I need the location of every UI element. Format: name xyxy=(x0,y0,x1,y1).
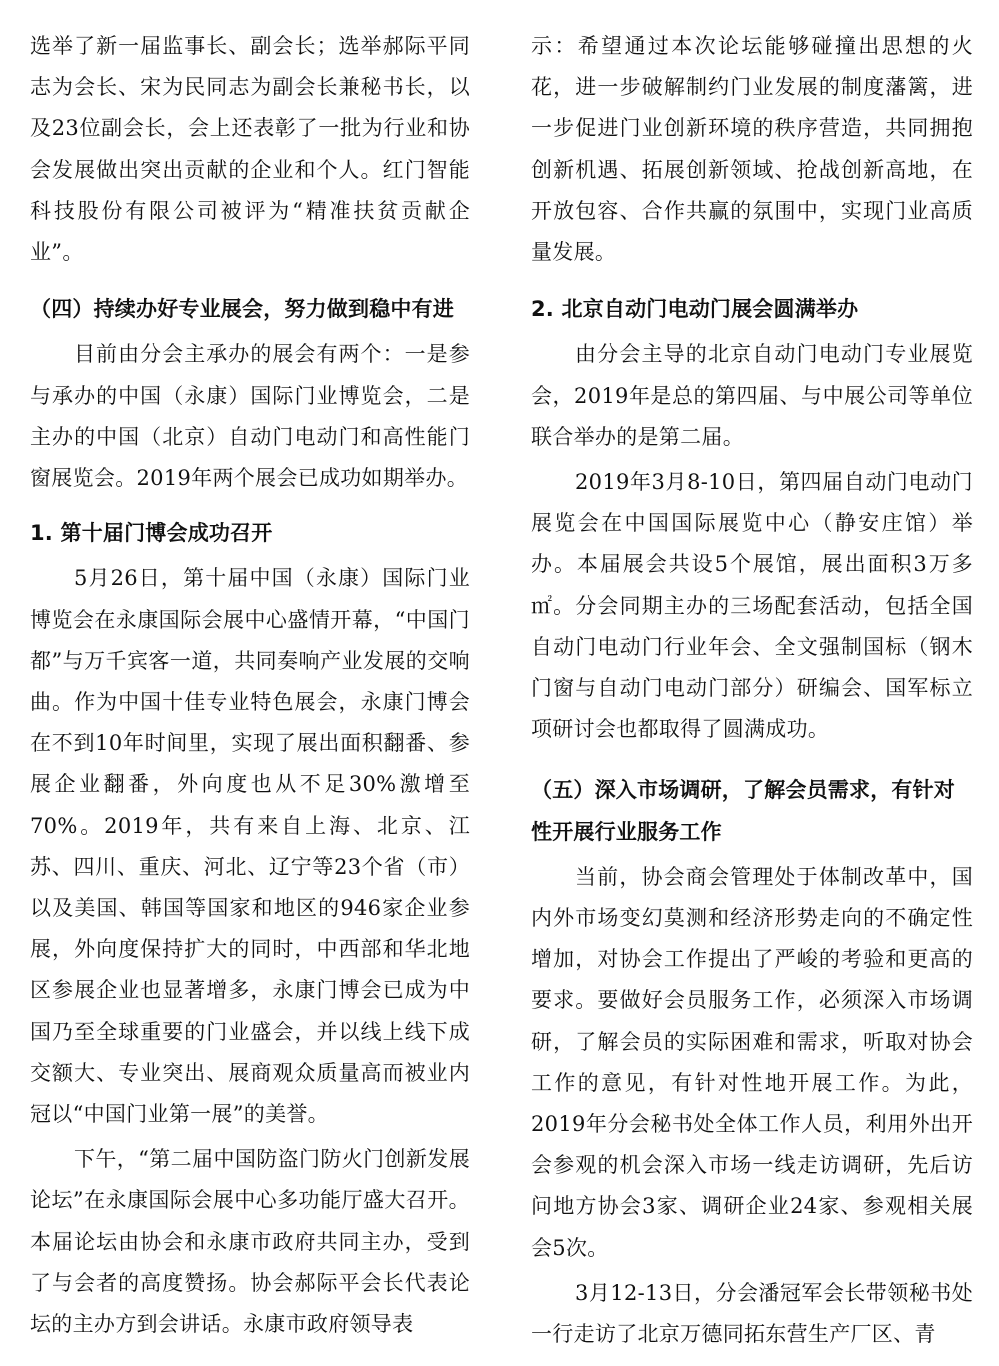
paragraph-forum: 下午，“第二届中国防盗门防火门创新发展论坛”在永康国际会展中心多功能厅盛大召开。本届论坛由协会和永康市政府共同主办，受到了与会者的高度赞扬。协会郝际平会长代表论坛的主办方到会讲话。永康市政府领导表 xyxy=(30,1147,470,1337)
paragraph-beijing-expo-details: 2019年3月8-10日，第四届自动门电动门展览会在中国国际展览中心（静安庄馆）举办。本届展会共设5个展馆，展出面积3万多㎡。分会同期主办的三场配套活动，包括全国自动门电动门行业年会、全文强制国标（钢木门窗与自动门电动门部分）研编会、国军标立项研讨会也都取得了圆满成功。 xyxy=(531,470,973,742)
right-column xyxy=(531,26,973,1355)
paragraph-company-visit: 3月12-13日，分会潘冠军会长带领秘书处一行走访了北京万德同拓东营生产厂区、青 xyxy=(531,1280,973,1347)
paragraph-forum-continued: 示：希望通过本次论坛能够碰撞出思想的火花，进一步破解制约门业发展的制度藩篱，进一步促进门业创新环境的秩序营造，共同拥抱创新机遇、拓展创新领域、抢战创新高地，在开放包容、合作共赢的氛围中，实现门业高质量发展。 xyxy=(531,34,973,265)
paragraph-exhibitions-intro: 目前由分会主承办的展会有两个：一是参与承办的中国（永康）国际门业博览会，二是主办的中国（北京）自动门电动门和高性能门窗展览会。2019年两个展会已成功如期举办。 xyxy=(30,342,470,491)
subheading-beijing-expo: 2. 北京自动门电动门展会圆满举办 xyxy=(531,297,859,322)
paragraph-beijing-expo-intro: 由分会主导的北京自动门电动门专业展览会，2019年是总的第四届、与中展公司等单位联合举办的是第二届。 xyxy=(531,342,973,449)
paragraph-election-results: 选举了新一届监事长、副会长；选举郝际平同志为会长、宋为民同志为副会长兼秘书长，以及23位副会长，会上还表彰了一批为行业和协会发展做出突出贡献的企业和个人。红门智能科技股份有限公司被评为“精准扶贫贡献企业”。 xyxy=(30,34,470,265)
paragraph-door-expo: 5月26日，第十届中国（永康）国际门业博览会在永康国际会展中心盛情开幕，“中国门都”与万千宾客一道，共同奏响产业发展的交响曲。作为中国十佳专业特色展会，永康门博会在不到10年时间里，实现了展出面积翻番、参展企业翻番，外向度也从不足30%激增至70%。2019年，共有来自上海、北京、江苏、四川、重庆、河北、辽宁等23个省（市）以及美国、韩国等国家和地区的946家企业参展，外向度保持扩大的同时，中西部和华北地区参展企业也显著增多，永康门博会已成为中国乃至全球重要的门业盛会，并以线上线下成交额大、专业突出、展商观众质量高而被业内冠以“中国门业第一展”的美誉。 xyxy=(30,566,470,1127)
left-column xyxy=(30,26,470,1345)
section-heading-market-research: （五）深入市场调研，了解会员需求，有针对性开展行业服务工作 xyxy=(531,778,955,844)
paragraph-market-research: 当前，协会商会管理处于体制改革中，国内外市场变幻莫测和经济形势走向的不确定性增加，对协会工作提出了严峻的考验和更高的要求。要做好会员服务工作，必须深入市场调研，了解会员的实际困难和需求，听取对协会工作的意见，有针对性地开展工作。为此，2019年分会秘书处全体工作人员，利用外出开会参观的机会深入市场一线走访调研，先后访问地方协会3家、调研企业24家、参观相关展会5次。 xyxy=(531,864,973,1260)
subheading-door-expo: 1. 第十届门博会成功召开 xyxy=(30,521,273,546)
section-heading-exhibitions: （四）持续办好专业展会，努力做到稳中有进 xyxy=(30,297,454,322)
